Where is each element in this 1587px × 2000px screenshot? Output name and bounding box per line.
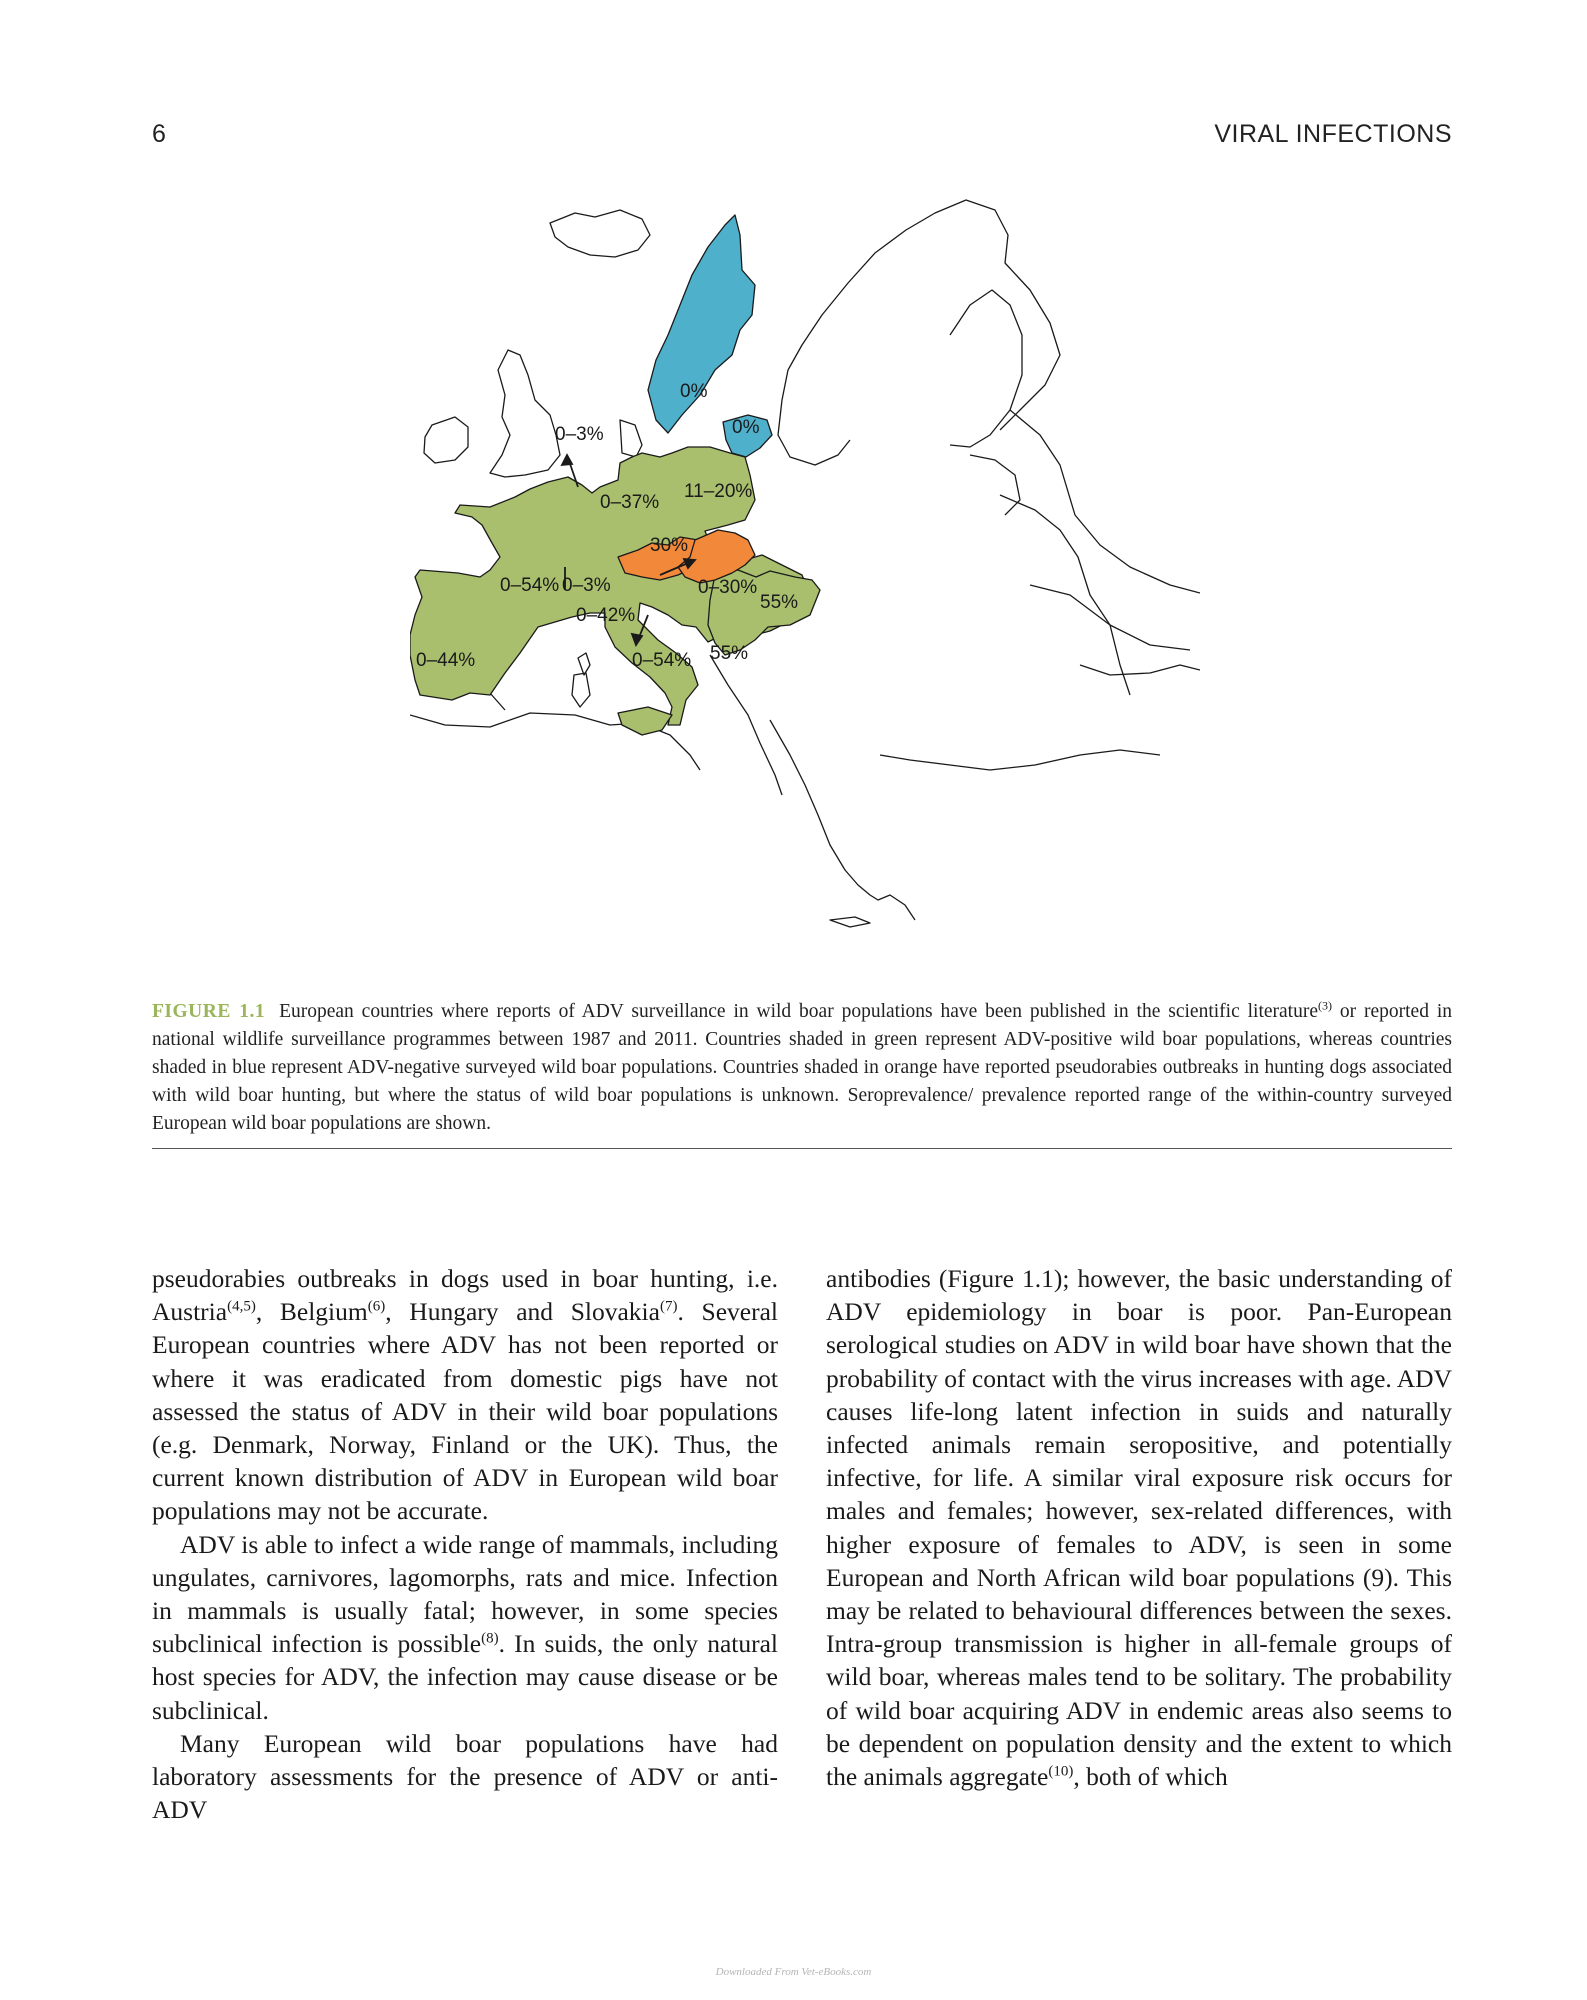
label-croatia: 0–54% — [632, 650, 692, 671]
text-run: , both of which — [1073, 1762, 1228, 1792]
baltics-outline — [970, 455, 1020, 515]
citation: (6) — [367, 1298, 386, 1315]
label-germany: 0–37% — [600, 492, 660, 513]
crete-outline — [830, 917, 870, 927]
caption-rule — [152, 1148, 1452, 1149]
text-run: antibodies (Figure 1.1); however, the basic understanding of ADV epidemiology in boar is poor. Pan-European serological studies on ADV in wild boar have shown that the probability of contact with the virus increases with age. ADV causes life-long latent infection in suids and naturally infected animals remain seropositive, and potentially infective, for life. A similar viral exposure risk occurs for males and females; however, sex-related differences, with higher exposure of females to ADV, is seen in some European and North African wild boar populations (9). This may be related to behavioural differences between the sexes. Intra-group transmission is higher in all-female groups of wild boar, whereas males tend to be solitary. The probability of wild boar acquiring ADV in endemic areas also seems to be dependent on population density and the extent to which the animals aggregate — [826, 1264, 1453, 1792]
label-romania: 55% — [760, 592, 799, 613]
figure-label: FIGURE 1.1 — [152, 1001, 266, 1022]
citation: (10) — [1048, 1763, 1074, 1780]
text-run: , Hungary and Slovakia — [385, 1297, 660, 1327]
black-sea-outline — [1080, 665, 1200, 675]
label-austria: 30% — [650, 535, 689, 556]
scandinavia-outline — [788, 200, 1060, 430]
citation: (4,5) — [227, 1298, 256, 1315]
label-sweden: 0% — [680, 381, 708, 402]
page-number: 6 — [152, 120, 166, 148]
sicily-region — [618, 707, 672, 735]
citation: (7) — [659, 1298, 678, 1315]
turkey-outline — [880, 750, 1160, 770]
label-spain: 0–44% — [416, 650, 476, 671]
great-britain-outline — [490, 350, 560, 477]
caption-text-2: or reported in national wildlife surveillance programmes between 1987 and 2011. Countries shaded in green represent ADV-positive wild boar populations, whereas countries shaded in blue represent ADV-negative surveyed wild boar populations. Countries shaded in orange have reported pseudorabies outbreaks in hunting dogs associated with wild boar hunting, but where the status of wild boar populations is unknown. Seroprevalence/ prevalence reported range of the within-country surveyed European wild boar populations are shown. — [152, 1001, 1452, 1134]
ireland-outline — [424, 417, 468, 463]
running-head: VIRAL INFECTIONS — [1214, 120, 1452, 148]
denmark-outline — [620, 420, 642, 457]
iceland-outline — [550, 210, 650, 257]
corsica-outline — [578, 653, 590, 675]
ukraine-south-outline — [1030, 585, 1130, 695]
footer-watermark: Downloaded From Vet-eBooks.com — [715, 1966, 872, 1978]
label-hungary: 0–30% — [698, 577, 758, 598]
paragraph: Many European wild boar populations have had laboratory assessments for the presence of ADV or anti-ADV — [152, 1728, 778, 1825]
paragraph — [826, 1262, 1452, 1793]
norway-coast-outline — [778, 370, 850, 465]
greece-outline — [770, 720, 915, 920]
body-column-right — [826, 1262, 1452, 1793]
europe-map — [410, 195, 1200, 990]
label-italy: 0–42% — [576, 605, 636, 626]
label-netherlands: 0–3% — [555, 424, 604, 445]
sardinia-outline — [572, 673, 590, 707]
caption-ref: (3) — [1317, 998, 1332, 1013]
finland-outline — [950, 290, 1022, 447]
label-poland: 11–20% — [684, 481, 753, 502]
text-run: ADV is able to infect a wide range of mammals, including ungulates, carnivores, lagomorphs, rats and mice. Infection in mammals is usually fatal; however, in some species subclinical infection is possible — [152, 1529, 778, 1659]
figure-caption — [152, 998, 1452, 1138]
text-run: pseudorabies outbreaks in dogs used in boar hunting, i.e. Austria — [152, 1264, 778, 1327]
body-column-left — [152, 1262, 778, 1826]
belarus-ukraine-outline — [1000, 495, 1190, 650]
paragraph — [152, 1528, 778, 1727]
russia-border-outline — [1010, 410, 1200, 593]
label-serbia: 55% — [710, 643, 749, 664]
figure-map — [410, 195, 1200, 990]
arrow-netherlands-head — [562, 455, 572, 465]
balkans-outline — [710, 655, 782, 795]
text-run: . In suids, the only natural host species for ADV, the infection may cause disease or be subclinical. — [152, 1629, 778, 1725]
text-run: , Belgium — [255, 1297, 368, 1327]
caption-text-1: European countries where reports of ADV surveillance in wild boar populations have been published in the scientific literature — [279, 1001, 1318, 1022]
label-france: 0–54% — [500, 575, 560, 596]
label-switzerland: 0–3% — [562, 575, 611, 596]
paragraph — [152, 1262, 778, 1528]
text-run: . Several European countries where ADV has not been reported or where it was eradicated from domestic pigs have not assessed the status of ADV in their wild boar populations (e.g. Denmark, Norway, Finland or the UK). Thus, the current known distribution of ADV in European wild boar populations may not be accurate. — [152, 1297, 778, 1526]
label-lithuania: 0% — [732, 417, 760, 438]
citation: (8) — [481, 1630, 499, 1647]
